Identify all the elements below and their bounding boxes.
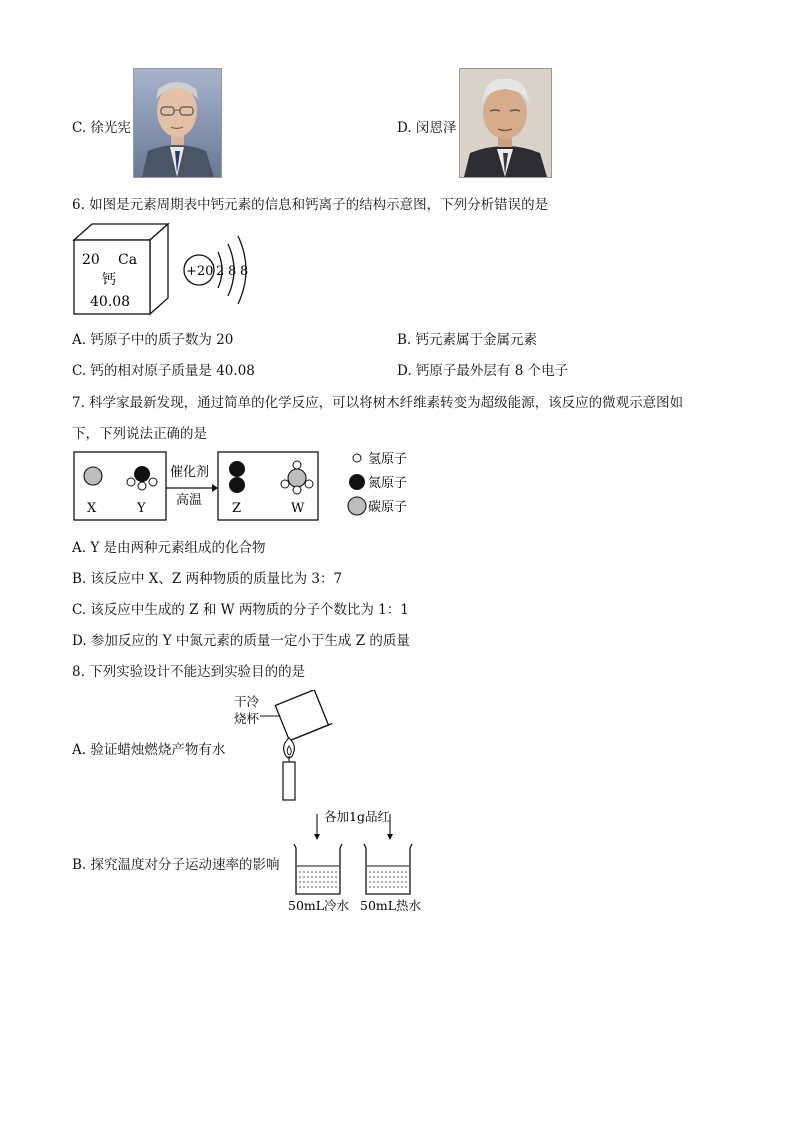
shell-2: 8 (228, 264, 237, 279)
legend-carbon: 碳原子 (368, 500, 408, 515)
q7-stem-line2: 下，下列说法正确的是 (72, 426, 207, 442)
element-symbol: Ca (118, 252, 138, 268)
q6-option-d: D. 钙原子最外层有 8 个电子 (397, 363, 569, 379)
legend-nitrogen: 氮原子 (368, 476, 408, 491)
dry-cold-label: 干冷 (234, 694, 260, 709)
legend-hydrogen: 氢原子 (368, 452, 408, 467)
reaction-diagram (72, 448, 422, 524)
candle-beaker-diagram (228, 690, 338, 804)
q6-option-b: B. 钙元素属于金属元素 (397, 332, 538, 348)
q7-option-b: B. 该反应中 X、Z 两种物质的质量比为 3：7 (72, 571, 343, 587)
add-dye-label: 各加1g品红 (324, 809, 390, 824)
q6-stem: 6. 如图是元素周期表中钙元素的信息和钙离子的结构示意图，下列分析错误的是 (72, 197, 549, 213)
cold-water-beaker (294, 844, 342, 894)
q8-option-a: A. 验证蜡烛燃烧产物有水 (72, 742, 226, 758)
inverted-beaker (272, 690, 333, 742)
q5-option-c: C. 徐光宪 (72, 120, 131, 136)
candle (283, 762, 295, 800)
x-carbon-atom (84, 467, 102, 485)
legend-nitrogen-icon (349, 474, 365, 490)
q6-option-c: C. 钙的相对原子质量是 40.08 (72, 363, 255, 379)
q8-stem: 8. 下列实验设计不能达到实验目的的是 (72, 664, 306, 680)
q5-option-d: D. 闵恩泽 (397, 120, 457, 136)
hot-water-label: 50mL热水 (360, 898, 422, 913)
label-x: X (87, 501, 97, 516)
nucleus-charge: +20 (186, 264, 214, 279)
label-w: W (291, 501, 305, 516)
hot-water-beaker (364, 844, 412, 894)
q7-option-a: A. Y 是由两种元素组成的化合物 (72, 540, 266, 556)
portrait-d-image (459, 68, 552, 178)
calcium-diagram (70, 222, 270, 318)
cold-water-label: 50mL冷水 (288, 898, 350, 913)
element-number: 20 (82, 252, 100, 268)
catalyst-label: 催化剂 (170, 465, 210, 480)
legend-hydrogen-icon (353, 454, 361, 462)
q6-option-a: A. 钙原子中的质子数为 20 (72, 332, 234, 348)
shell-3: 8 (240, 264, 249, 279)
beaker-label: 烧杯 (234, 711, 260, 726)
q7-stem-line1: 7. 科学家最新发现，通过简单的化学反应，可以将树木纤维素转变为超级能源，该反应的微观示意图如 (72, 395, 684, 411)
shell-1: 2 (216, 264, 225, 279)
condition-label: 高温 (176, 493, 203, 508)
element-name: 钙 (102, 272, 116, 288)
element-mass: 40.08 (90, 294, 131, 310)
q7-option-d: D. 参加反应的 Y 中氮元素的质量一定小于生成 Z 的质量 (72, 633, 410, 649)
q8-option-b: B. 探究温度对分子运动速率的影响 (72, 857, 280, 873)
legend-carbon-icon (348, 497, 366, 515)
beakers-diagram (284, 808, 424, 916)
label-z: Z (232, 501, 242, 516)
portrait-c-image (133, 68, 222, 178)
q7-option-c: C. 该反应中生成的 Z 和 W 两物质的分子个数比为 1：1 (72, 602, 409, 618)
label-y: Y (137, 501, 146, 516)
